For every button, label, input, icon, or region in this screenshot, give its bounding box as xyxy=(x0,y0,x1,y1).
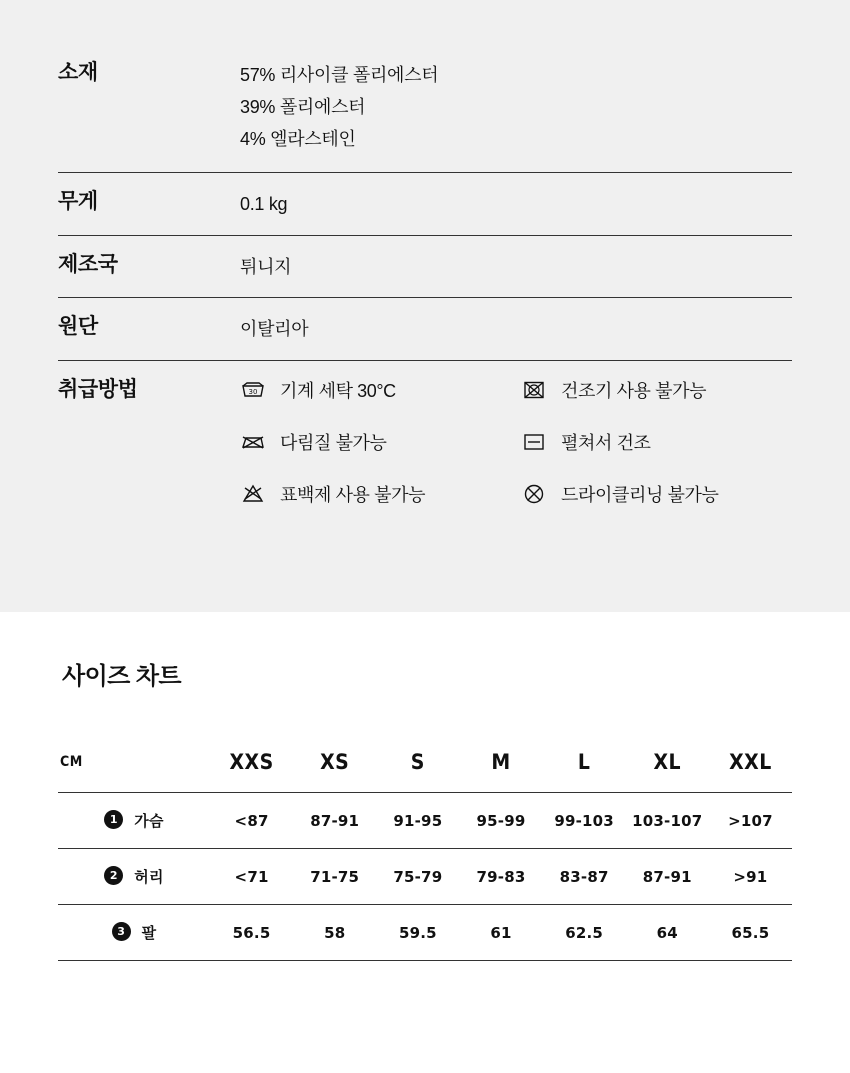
waist-xs: 71-75 xyxy=(310,867,360,886)
spec-row-material xyxy=(58,60,792,173)
no-dry-clean-icon xyxy=(521,481,547,507)
column-header-l: L xyxy=(577,750,591,774)
measurement-index-2: 2 xyxy=(104,866,123,885)
column-header-m: M xyxy=(491,750,511,774)
measurement-name-sleeve: 팔 xyxy=(141,924,157,942)
material-line-3: 4% 엘라스테인 xyxy=(240,128,356,149)
size-chart-table xyxy=(58,749,792,961)
spec-row-country-of-manufacture xyxy=(58,236,792,299)
spec-label-material: 소재 xyxy=(58,61,98,84)
care-text-dry-flat: 펼쳐서 건조 xyxy=(561,433,651,454)
sleeve-m: 61 xyxy=(490,923,512,942)
care-text-no-tumble-dry: 건조기 사용 불가능 xyxy=(561,381,707,402)
chest-m: 95-99 xyxy=(476,811,526,830)
table-header-row xyxy=(58,749,792,793)
column-header-xl: XL xyxy=(653,750,682,774)
spec-label-fabric: 원단 xyxy=(58,315,98,339)
spec-row-care-instructions xyxy=(58,361,792,521)
measurement-label-waist xyxy=(58,849,210,905)
spec-row-fabric-origin xyxy=(58,298,792,361)
measurement-label-chest xyxy=(58,793,210,849)
svg-text:30: 30 xyxy=(248,388,258,397)
spec-value-material xyxy=(240,60,792,156)
care-item-machine-wash xyxy=(240,377,511,403)
care-text-machine-wash: 기계 세탁 30°C xyxy=(280,381,396,402)
sleeve-s: 59.5 xyxy=(398,923,437,942)
column-header-s: S xyxy=(410,750,425,774)
spec-row-weight xyxy=(58,173,792,236)
material-line-2: 39% 폴리에스터 xyxy=(240,96,366,117)
sleeve-xs: 58 xyxy=(324,923,346,942)
table-row xyxy=(58,905,792,961)
sleeve-xl: 64 xyxy=(656,923,678,942)
chest-xs: 87-91 xyxy=(310,811,360,830)
dry-flat-icon xyxy=(521,429,547,455)
sleeve-xxs: 56.5 xyxy=(232,923,271,942)
care-item-no-bleach xyxy=(240,481,511,507)
machine-wash-30-icon xyxy=(240,377,266,403)
unit-label: CM xyxy=(60,754,83,770)
care-text-no-iron: 다림질 불가능 xyxy=(280,433,387,454)
spec-value-fabric xyxy=(240,314,792,346)
no-iron-icon xyxy=(240,429,266,455)
no-bleach-icon xyxy=(240,481,266,507)
measurement-index-3: 3 xyxy=(112,922,131,941)
size-chart-section xyxy=(0,612,850,961)
waist-xxs: <71 xyxy=(234,867,269,886)
care-text-no-bleach: 표백제 사용 불가능 xyxy=(280,485,426,506)
size-chart-body xyxy=(58,793,792,961)
sleeve-l: 62.5 xyxy=(565,923,604,942)
material-line-1: 57% 리사이클 폴리에스터 xyxy=(240,65,439,85)
spec-value-weight xyxy=(240,189,792,221)
care-item-no-tumble-dry xyxy=(521,377,792,403)
table-row xyxy=(58,793,792,849)
spec-label-care: 취급방법 xyxy=(58,378,138,402)
measurement-name-waist: 허리 xyxy=(134,868,164,886)
chest-xxs: <87 xyxy=(234,811,269,830)
column-header-xxs: XXS xyxy=(229,750,274,774)
chest-xl: 103-107 xyxy=(632,811,703,830)
care-item-no-dry-clean xyxy=(521,481,792,507)
country-value: 튀니지 xyxy=(240,256,292,277)
fabric-value: 이탈리아 xyxy=(240,319,309,340)
waist-xxl: >91 xyxy=(733,867,768,886)
sleeve-xxl: 65.5 xyxy=(731,923,770,942)
measurement-name-chest: 가슴 xyxy=(134,812,164,830)
care-text-no-dry-clean: 드라이클리닝 불가능 xyxy=(561,485,719,506)
waist-xl: 87-91 xyxy=(642,867,692,886)
measurement-index-1: 1 xyxy=(104,810,123,829)
care-item-dry-flat xyxy=(521,429,792,455)
chest-l: 99-103 xyxy=(554,811,614,830)
table-row xyxy=(58,849,792,905)
care-item-no-iron xyxy=(240,429,511,455)
chest-xxl: >107 xyxy=(728,811,773,830)
chest-s: 91-95 xyxy=(393,811,443,830)
spec-value-country xyxy=(240,252,792,284)
spec-label-country: 제조국 xyxy=(58,252,118,276)
size-chart-title: 사이즈 차트 xyxy=(62,663,181,690)
no-tumble-dry-icon xyxy=(521,377,547,403)
spec-label-weight: 무게 xyxy=(58,189,98,213)
waist-m: 79-83 xyxy=(476,867,526,886)
waist-l: 83-87 xyxy=(559,867,609,886)
column-header-xxl: XXL xyxy=(729,750,772,774)
size-chart-header xyxy=(58,749,792,793)
waist-s: 75-79 xyxy=(393,867,443,886)
column-header-xs: XS xyxy=(320,750,350,774)
weight-value: 0.1 kg xyxy=(240,193,288,214)
care-instruction-grid xyxy=(240,377,792,507)
measurement-label-sleeve xyxy=(58,905,210,961)
